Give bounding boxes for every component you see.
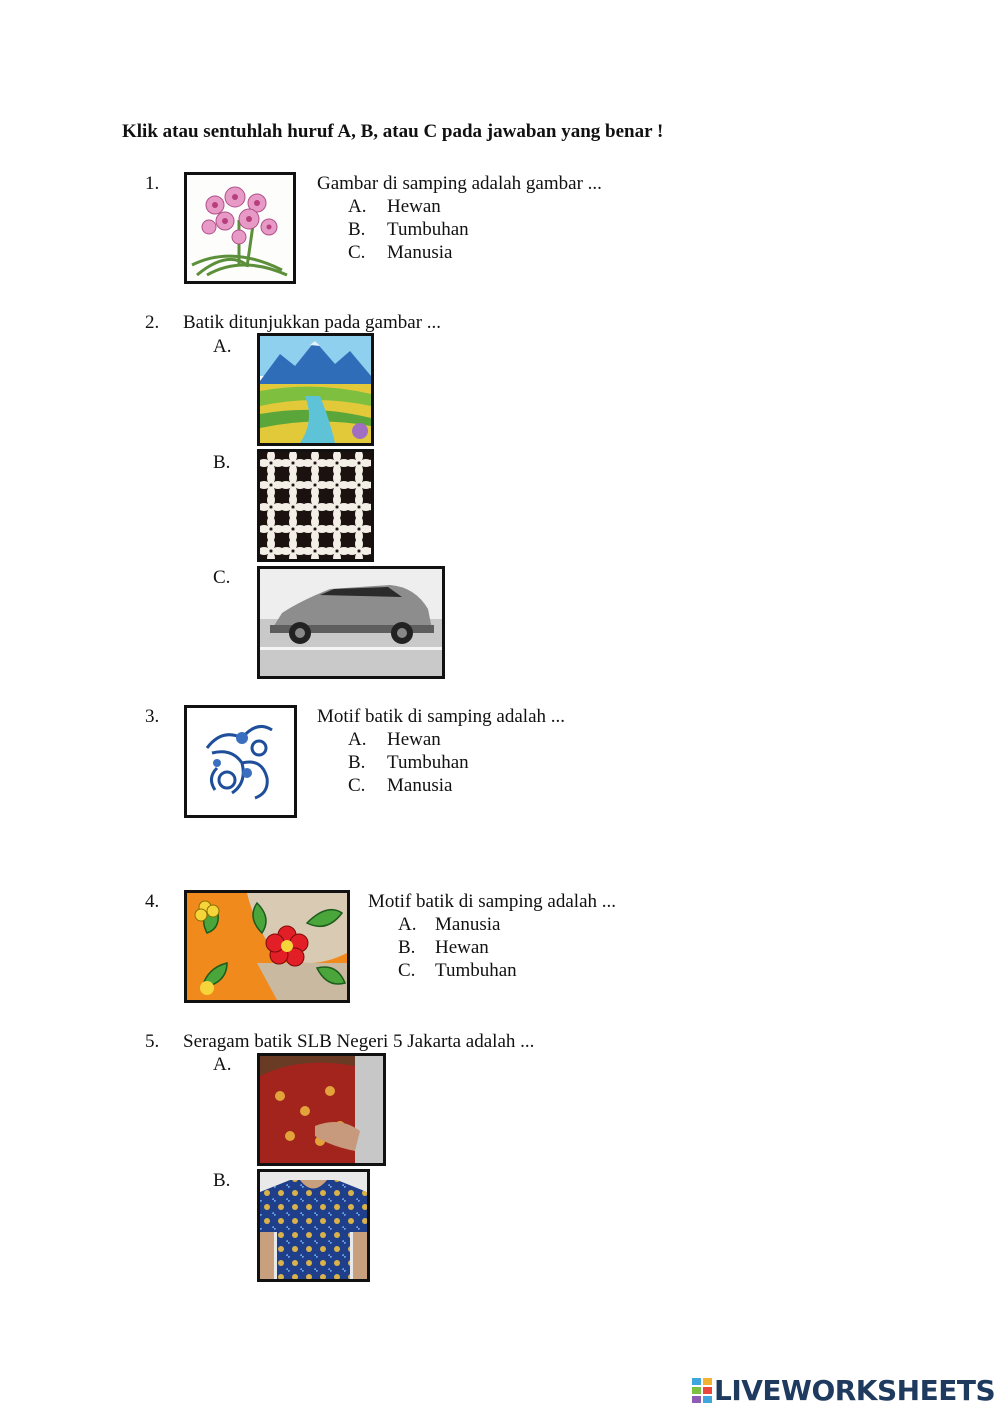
q4-option-a[interactable]	[398, 913, 500, 936]
liveworksheets-logo-icon	[692, 1376, 712, 1404]
question-2-number: 2.	[145, 312, 160, 333]
question-4-prompt: Motif batik di samping adalah ...	[368, 891, 617, 912]
q5-option-b-letter[interactable]: B.	[213, 1170, 231, 1191]
option-text: Tumbuhan	[435, 960, 517, 981]
option-text: Tumbuhan	[387, 219, 469, 240]
q1-orchid-image	[184, 172, 296, 284]
question-5-prompt: Seragam batik SLB Negeri 5 Jakarta adalah ...	[183, 1031, 535, 1052]
q4-option-c[interactable]	[398, 959, 517, 982]
question-2-prompt: Batik ditunjukkan pada gambar ...	[183, 312, 442, 333]
option-text: Manusia	[387, 775, 453, 796]
option-text: Manusia	[435, 914, 501, 935]
liveworksheets-logo-text: LIVEWORKSHEETS	[714, 1373, 996, 1407]
question-5-number: 5.	[145, 1031, 160, 1052]
q3-option-a[interactable]	[348, 728, 441, 751]
option-letter[interactable]: C.	[348, 242, 366, 263]
question-1-number: 1.	[145, 173, 160, 194]
q5-option-a-letter[interactable]: A.	[213, 1054, 232, 1075]
q2-option-a-letter[interactable]: A.	[213, 336, 232, 357]
instruction-heading: Klik atau sentuhlah huruf A, B, atau C pada jawaban yang benar !	[122, 121, 664, 142]
q3-option-b[interactable]	[348, 751, 469, 774]
q3-option-c[interactable]	[348, 774, 452, 797]
option-letter[interactable]: A.	[348, 729, 367, 750]
option-text: Hewan	[435, 937, 489, 958]
q2-option-b-batik-image[interactable]	[257, 449, 374, 562]
option-letter[interactable]: C.	[398, 960, 416, 981]
question-3-prompt: Motif batik di samping adalah ...	[317, 706, 566, 727]
option-letter[interactable]: B.	[348, 219, 366, 240]
option-letter[interactable]: A.	[348, 196, 367, 217]
question-3-number: 3.	[145, 706, 160, 727]
q5-option-b-blue-batik-shirt-image[interactable]	[257, 1169, 370, 1282]
option-text: Tumbuhan	[387, 752, 469, 773]
option-letter[interactable]: B.	[348, 752, 366, 773]
q1-option-a[interactable]	[348, 195, 441, 218]
option-text: Manusia	[387, 242, 453, 263]
q2-option-c-car-image[interactable]	[257, 566, 445, 679]
option-letter[interactable]: C.	[348, 775, 366, 796]
option-letter[interactable]: B.	[398, 937, 416, 958]
q5-option-a-red-batik-shirt-image[interactable]	[257, 1053, 386, 1166]
q1-option-c[interactable]	[348, 241, 452, 264]
q1-option-b[interactable]	[348, 218, 469, 241]
q3-bird-batik-image	[184, 705, 297, 818]
option-text: Hewan	[387, 196, 441, 217]
q2-option-b-letter[interactable]: B.	[213, 452, 231, 473]
q2-option-a-landscape-image[interactable]	[257, 333, 374, 446]
question-1-prompt: Gambar di samping adalah gambar ...	[317, 173, 602, 194]
q2-option-c-letter[interactable]: C.	[213, 567, 231, 588]
q4-floral-batik-image	[184, 890, 350, 1003]
option-letter[interactable]: A.	[398, 914, 417, 935]
q4-option-b[interactable]	[398, 936, 489, 959]
question-4-number: 4.	[145, 891, 160, 912]
option-text: Hewan	[387, 729, 441, 750]
liveworksheets-logo	[692, 1372, 995, 1408]
